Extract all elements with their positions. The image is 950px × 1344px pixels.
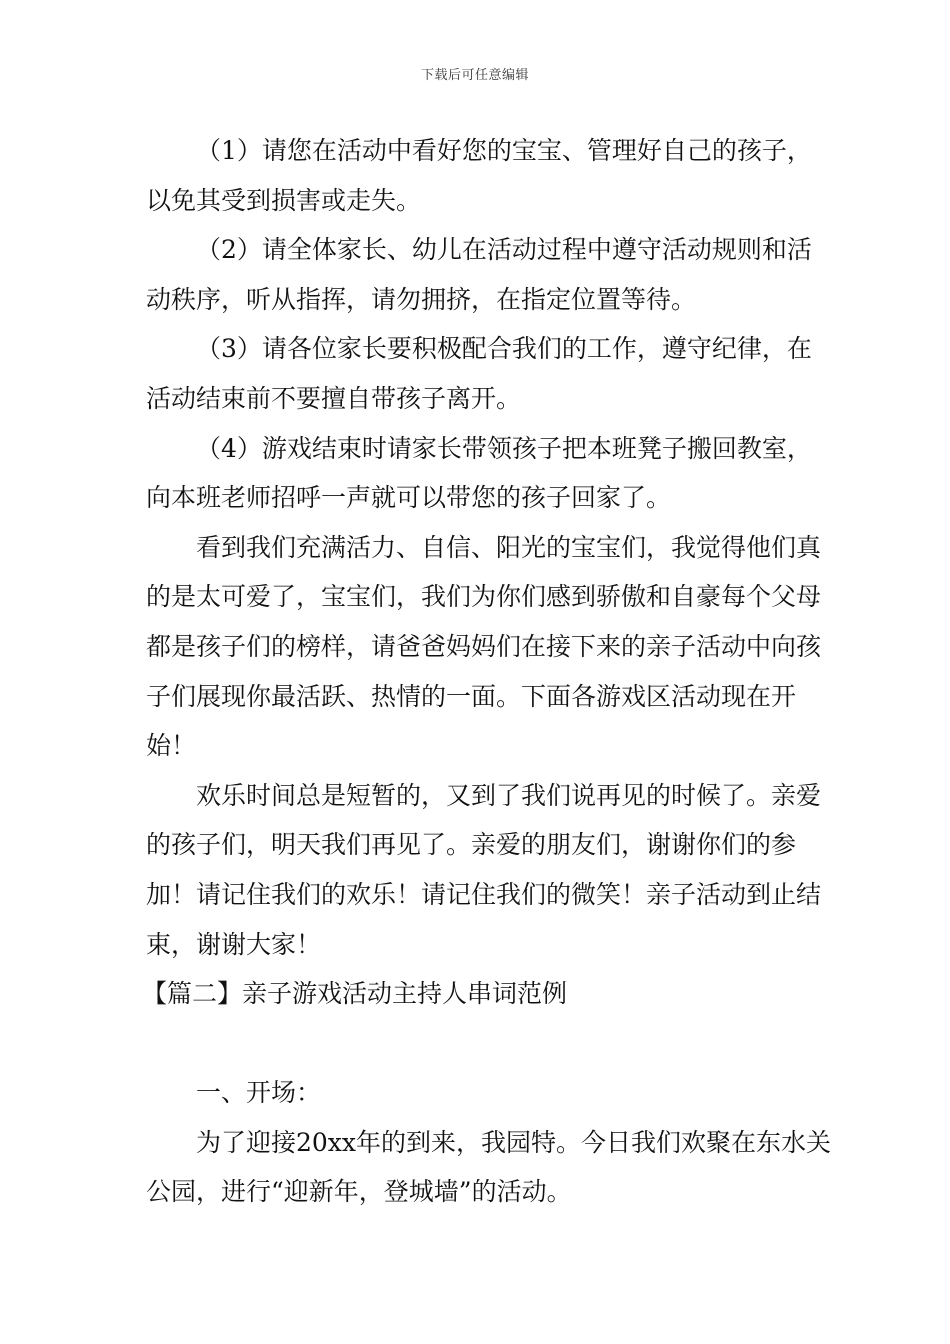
paragraph-safety-rule-4: （4）游戏结束时请家长带领孩子把本班凳子搬回教室，向本班老师招呼一声就可以带您的孩子回家了。 [146,433,812,513]
document-body [142,126,836,1217]
paragraph-safety-rule-2: （2）请全体家长、幼儿在活动过程中遵守活动规则和活动秩序，听从指挥，请勿拥挤，在指定位置等待。 [146,235,812,314]
paragraph-closing-remarks: 欢乐时间总是短暂的，又到了我们说再见的时候了。亲爱的孩子们，明天我们再见了。亲爱的朋友们，谢谢你们的参加！请记住我们的欢乐！请记住我们的微笑！亲子活动到止结束，谢谢大家！ [146,780,822,959]
subsection-heading: 一、开场： [196,1078,322,1108]
paragraph-safety-rule-3: （3）请各位家长要积极配合我们的工作，遵守纪律，在活动结束前不要擅自带孩子离开。 [146,334,812,413]
section-title: 【篇二】亲子游戏活动主持人串词范例 [142,979,568,1009]
section-spacer [146,1019,836,1069]
paragraph-opening-remarks: 看到我们充满活力、自信、阳光的宝宝们，我觉得他们真的是太可爱了，宝宝们，我们为你们感到骄傲和自豪每个父母都是孩子们的榜样，请爸爸妈妈们在接下来的亲子活动中向孩子们展现你最活跃、热情的一面。下面各游戏区活动现在开始！ [146,532,822,761]
page-header-note: 下载后可任意编辑 [420,68,529,83]
paragraph-event-intro: 为了迎接20xx年的到来，我园特。今日我们欢聚在东水关公园，进行“迎新年，登城墙”的活动。 [146,1127,832,1207]
paragraph-safety-rule-1: （1）请您在活动中看好您的宝宝、管理好自己的孩子，以免其受到损害或走失。 [146,136,812,215]
